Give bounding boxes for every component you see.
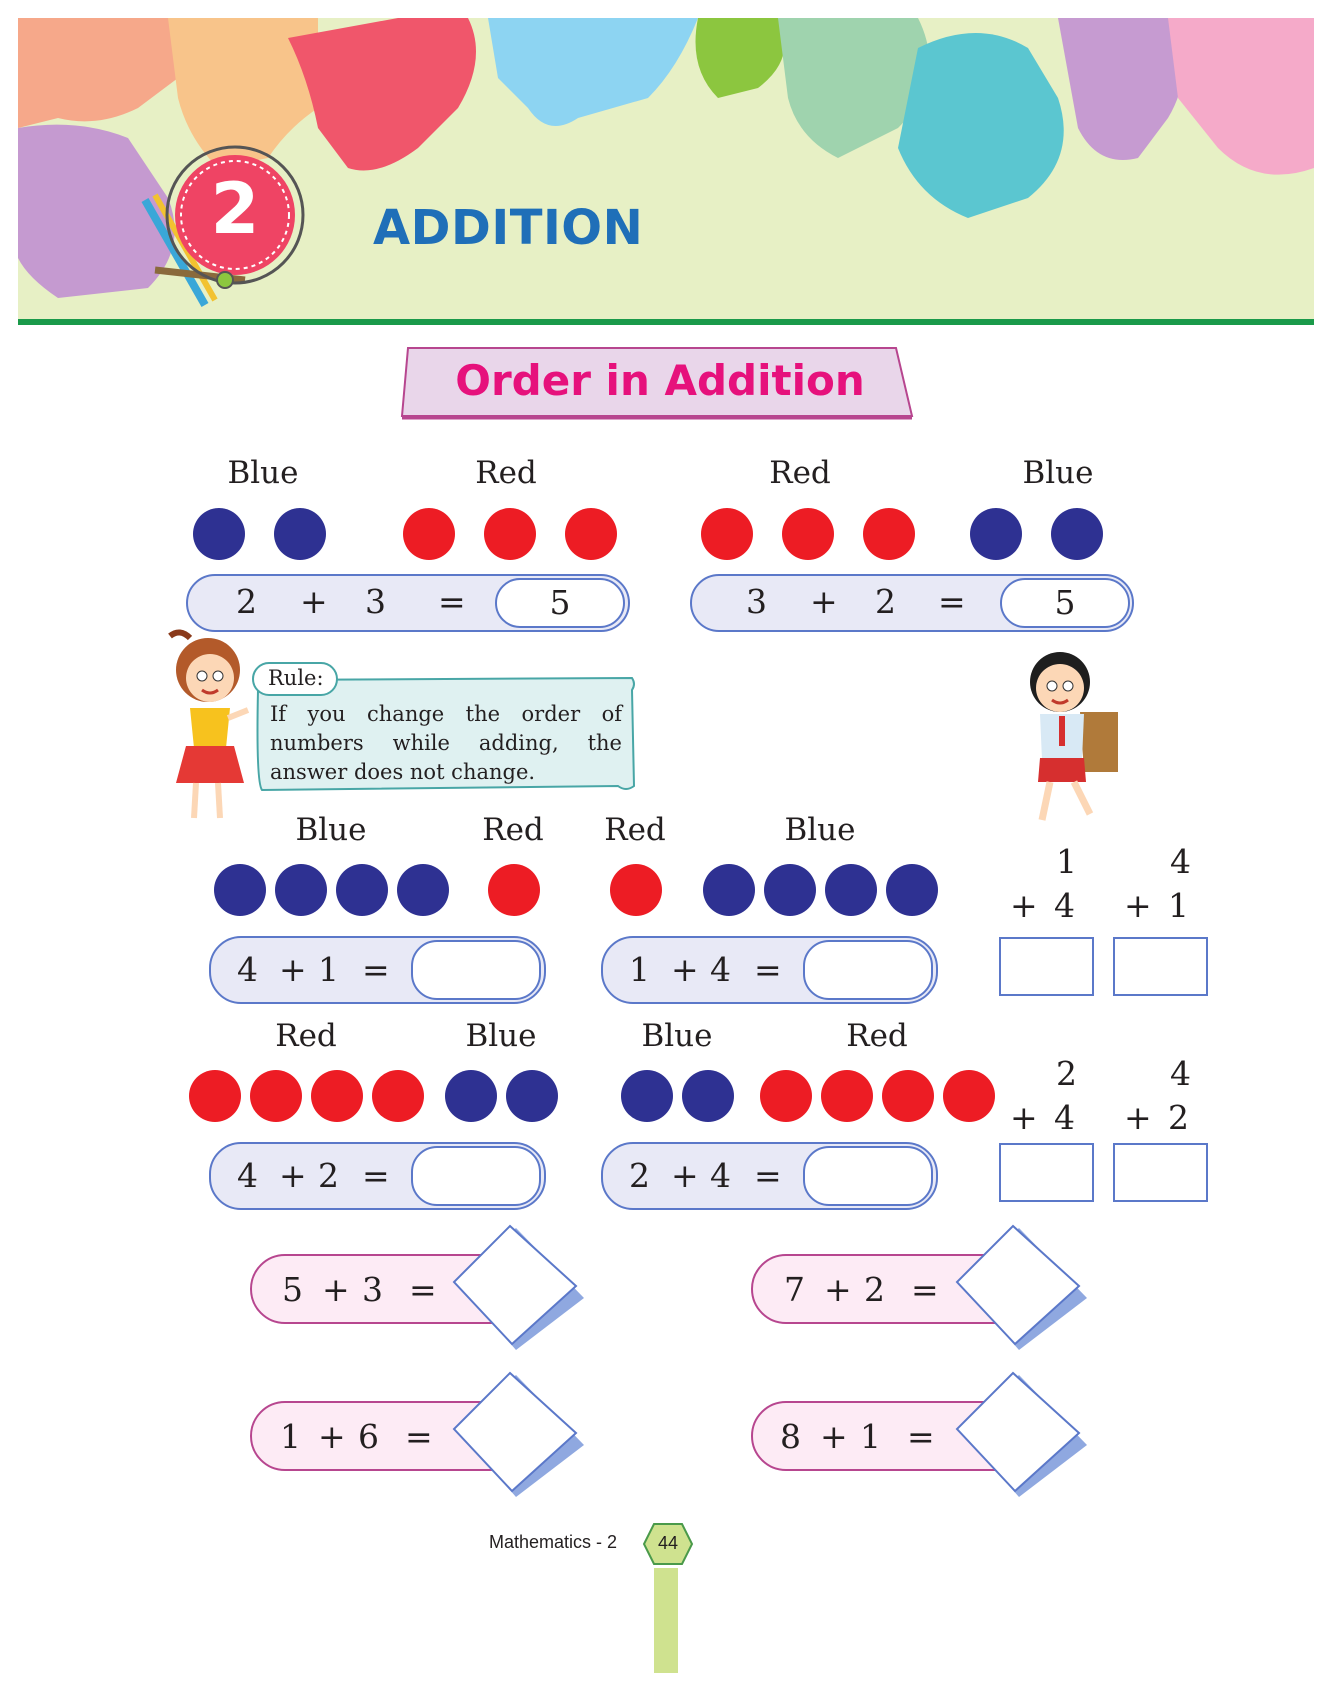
answer-box[interactable] bbox=[1113, 1143, 1208, 1202]
blue-counter-dot bbox=[703, 864, 755, 916]
equals-sign: = bbox=[405, 1417, 433, 1456]
red-counter-dot bbox=[250, 1070, 302, 1122]
plus-sign: + bbox=[1010, 1098, 1038, 1137]
plus-sign: + bbox=[300, 582, 328, 621]
plus-sign: + bbox=[1124, 886, 1152, 925]
red-counter-dot bbox=[821, 1070, 873, 1122]
equals-sign: = bbox=[911, 1270, 939, 1309]
plus-sign: + bbox=[1010, 886, 1038, 925]
rule-text: If you change the order of numbers while adding, the answer does not change. bbox=[270, 702, 622, 784]
blue-counter-dot bbox=[214, 864, 266, 916]
label-blue: Blue bbox=[784, 812, 856, 848]
label-blue: Blue bbox=[1022, 455, 1094, 491]
vertical-bottom: 4 bbox=[1054, 1098, 1075, 1137]
addend: 4 bbox=[237, 950, 258, 989]
equals-sign: = bbox=[754, 950, 782, 989]
label-blue: Blue bbox=[227, 455, 299, 491]
addend: 6 bbox=[358, 1417, 379, 1456]
answer-box[interactable] bbox=[999, 937, 1094, 996]
label-red: Red bbox=[846, 1018, 908, 1054]
red-counter-dot bbox=[943, 1070, 995, 1122]
blue-counter-dot bbox=[970, 508, 1022, 560]
blue-counter-dot bbox=[825, 864, 877, 916]
addend: 2 bbox=[864, 1270, 885, 1309]
equals-sign: = bbox=[938, 582, 966, 621]
equals-sign: = bbox=[438, 582, 466, 621]
plus-sign: + bbox=[318, 1417, 346, 1456]
plus-sign: + bbox=[279, 950, 307, 989]
red-counter-dot bbox=[863, 508, 915, 560]
red-counter-dot bbox=[565, 508, 617, 560]
label-red: Red bbox=[769, 455, 831, 491]
label-blue: Blue bbox=[295, 812, 367, 848]
red-counter-dot bbox=[782, 508, 834, 560]
plus-sign: + bbox=[322, 1270, 350, 1309]
red-counter-dot bbox=[701, 508, 753, 560]
girl-illustration bbox=[160, 628, 255, 830]
addend: 3 bbox=[746, 582, 767, 621]
equals-sign: = bbox=[907, 1417, 935, 1456]
plus-sign: + bbox=[824, 1270, 852, 1309]
blue-counter-dot bbox=[445, 1070, 497, 1122]
red-counter-dot bbox=[760, 1070, 812, 1122]
answer-field[interactable] bbox=[803, 940, 933, 1000]
footer-bar bbox=[654, 1568, 678, 1673]
red-counter-dot bbox=[403, 508, 455, 560]
plus-sign: + bbox=[279, 1156, 307, 1195]
addend: 1 bbox=[860, 1417, 881, 1456]
vertical-top: 4 bbox=[1170, 1054, 1191, 1093]
answer-diamond[interactable] bbox=[955, 1371, 1091, 1501]
chapter-title: ADDITION bbox=[373, 200, 644, 256]
answer-field[interactable] bbox=[411, 1146, 541, 1206]
addend: 3 bbox=[365, 582, 386, 621]
banner-underline bbox=[18, 319, 1314, 325]
red-counter-dot bbox=[484, 508, 536, 560]
vertical-top: 2 bbox=[1056, 1054, 1077, 1093]
blue-counter-dot bbox=[1051, 508, 1103, 560]
vertical-top: 1 bbox=[1056, 842, 1077, 881]
red-counter-dot bbox=[189, 1070, 241, 1122]
plus-sign: + bbox=[820, 1417, 848, 1456]
footer-book-title: Mathematics - 2 bbox=[489, 1532, 618, 1552]
addend: 2 bbox=[236, 582, 257, 621]
answer-field[interactable] bbox=[411, 940, 541, 1000]
label-blue: Blue bbox=[641, 1018, 713, 1054]
blue-counter-dot bbox=[193, 508, 245, 560]
answer-diamond[interactable] bbox=[452, 1371, 588, 1501]
label-red: Red bbox=[482, 812, 544, 848]
vertical-bottom: 4 bbox=[1054, 886, 1075, 925]
answer-diamond[interactable] bbox=[955, 1224, 1091, 1354]
red-counter-dot bbox=[372, 1070, 424, 1122]
addend: 2 bbox=[629, 1156, 650, 1195]
blue-counter-dot bbox=[682, 1070, 734, 1122]
addend: 5 bbox=[282, 1270, 303, 1309]
plus-sign: + bbox=[671, 950, 699, 989]
answer-field[interactable] bbox=[803, 1146, 933, 1206]
red-counter-dot bbox=[488, 864, 540, 916]
blue-counter-dot bbox=[621, 1070, 673, 1122]
blue-counter-dot bbox=[886, 864, 938, 916]
answer-diamond[interactable] bbox=[452, 1224, 588, 1354]
addend: 4 bbox=[710, 950, 731, 989]
blue-counter-dot bbox=[506, 1070, 558, 1122]
vertical-bottom: 2 bbox=[1168, 1098, 1189, 1137]
blue-counter-dot bbox=[764, 864, 816, 916]
addend: 4 bbox=[237, 1156, 258, 1195]
vertical-top: 4 bbox=[1170, 842, 1191, 881]
red-counter-dot bbox=[882, 1070, 934, 1122]
addend: 3 bbox=[362, 1270, 383, 1309]
plus-sign: + bbox=[671, 1156, 699, 1195]
label-blue: Blue bbox=[465, 1018, 537, 1054]
equals-sign: = bbox=[362, 1156, 390, 1195]
blue-counter-dot bbox=[275, 864, 327, 916]
addend: 8 bbox=[780, 1417, 801, 1456]
blue-counter-dot bbox=[336, 864, 388, 916]
equals-sign: = bbox=[754, 1156, 782, 1195]
answer-box[interactable] bbox=[999, 1143, 1094, 1202]
addend: 2 bbox=[875, 582, 896, 621]
addend: 1 bbox=[280, 1417, 301, 1456]
addend: 4 bbox=[710, 1156, 731, 1195]
plus-sign: + bbox=[810, 582, 838, 621]
answer-box[interactable] bbox=[1113, 937, 1208, 996]
label-red: Red bbox=[275, 1018, 337, 1054]
red-counter-dot bbox=[311, 1070, 363, 1122]
blue-counter-dot bbox=[274, 508, 326, 560]
chapter-number: 2 bbox=[210, 168, 260, 250]
addend: 1 bbox=[318, 950, 339, 989]
addend: 1 bbox=[629, 950, 650, 989]
label-red: Red bbox=[475, 455, 537, 491]
plus-sign: + bbox=[1124, 1098, 1152, 1137]
addend: 2 bbox=[318, 1156, 339, 1195]
equals-sign: = bbox=[409, 1270, 437, 1309]
answer-field[interactable]: 5 bbox=[495, 578, 625, 628]
answer-field[interactable]: 5 bbox=[1000, 578, 1130, 628]
red-counter-dot bbox=[610, 864, 662, 916]
equals-sign: = bbox=[362, 950, 390, 989]
rule-title: Rule: bbox=[268, 666, 324, 690]
vertical-bottom: 1 bbox=[1168, 886, 1189, 925]
section-title: Order in Addition bbox=[455, 356, 865, 405]
addend: 7 bbox=[784, 1270, 805, 1309]
boy-illustration bbox=[1010, 642, 1122, 832]
page-number: 44 bbox=[657, 1533, 679, 1553]
blue-counter-dot bbox=[397, 864, 449, 916]
label-red: Red bbox=[604, 812, 666, 848]
